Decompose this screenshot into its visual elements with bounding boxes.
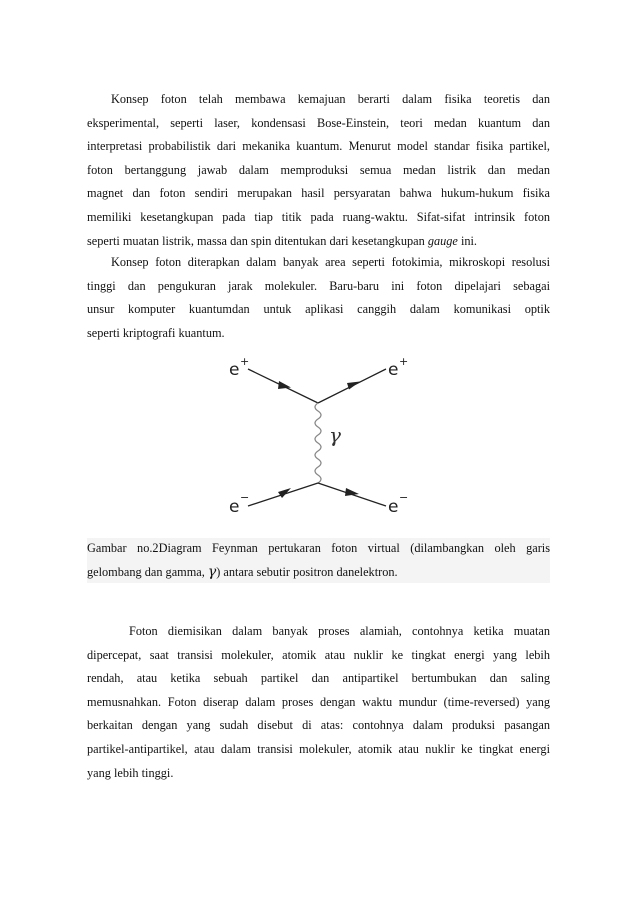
figure-caption [87, 537, 550, 584]
fermion-line-top-left [248, 369, 318, 403]
label-top-right-e: e [388, 360, 399, 380]
paragraph-3-line-7: yang lebih tinggi. [87, 765, 174, 780]
paragraph-1-line-1: Konsep foton telah membawa kemajuan berarti dalam fisika teoretis dan [111, 92, 550, 106]
fermion-line-bottom-left [248, 483, 318, 506]
caption-gamma-symbol: γ [207, 563, 217, 580]
label-bottom-left-e: e [229, 497, 240, 517]
paragraph-3-line-5: berkaitan dengan yang sudah disebut di atas: contohnya dalam produksi pasangan [87, 718, 550, 733]
paragraph-3-line-6: partikel-antipartikel, atau dalam transisi molekuler, atomik atau nuklir ke tingkat energi [87, 741, 550, 756]
paragraph-2-line-4: seperti kriptografi kuantum. [87, 325, 225, 340]
caption-line-2 [87, 561, 550, 585]
label-bottom-right-e: e [388, 497, 399, 517]
paragraph-2-line-2: tinggi dan pengukuran jarak molekuler. Baru-baru ini foton dipelajari sebagai [87, 278, 550, 293]
paragraph-1-line-3: interpretasi probabilistik dari mekanika kuantum. Menurut model standar fisika partikel, [87, 139, 550, 154]
paragraph-2-line-3: unsur komputer kuantumdan untuk aplikasi canggih dalam komunikasi optik [87, 302, 550, 317]
arrow-icon [347, 382, 360, 390]
paragraph-3-line-3: rendah, atau ketika sebuah partikel dan antipartikel bertumbukan dan saling [87, 671, 550, 686]
arrow-icon [278, 381, 291, 389]
paragraph-1-line-6: memiliki kesetangkupan pada tiap titik pada ruang-waktu. Sifat-sifat intrinsik foton [87, 209, 550, 224]
paragraph-3-line-1: Foton diemisikan dalam banyak proses alamiah, contohnya ketika muatan [129, 624, 550, 638]
paragraph-3 [87, 620, 550, 785]
label-bottom-right-sup: − [399, 491, 409, 504]
paragraph-2-line-1: Konsep foton diterapkan dalam banyak area seperti fotokimia, mikroskopi resolusi [111, 255, 550, 269]
fermion-line-top-right [318, 369, 386, 403]
label-top-left-e: e [229, 360, 240, 380]
arrow-icon [345, 488, 359, 496]
photon-wavy-line [315, 403, 321, 483]
label-gamma: γ [329, 423, 341, 447]
caption-line-2-suffix: ) antara sebutir positron danelektron. [216, 564, 398, 579]
paragraph-1-line-7-suffix: ini. [457, 233, 478, 248]
paragraph-3-line-2: dipercepat, saat transisi molekuler, atomik atau nuklir ke tingkat energi yang lebih [87, 647, 550, 662]
paragraph-1-line-4: foton bertanggung jawab dalam memproduksi semua medan listrik dan medan [87, 162, 550, 177]
label-top-left-sup: + [240, 355, 250, 368]
paragraph-1-line-7-prefix: seperti muatan listrik, massa dan spin ditentukan dari kesetangkupan [87, 233, 428, 248]
paragraph-3-line-4: memusnahkan. Foton diserap dalam proses dengan waktu mundur (time-reversed) yang [87, 694, 550, 709]
paragraph-1-line-5: magnet dan foton sendiri merupakan hasil persyaratan bahwa hukum-hukum fisika [87, 186, 550, 201]
caption-line-1: Gambar no.2Diagram Feynman pertukaran foton virtual (dilambangkan oleh garis [87, 541, 550, 555]
label-top-right-sup: + [399, 355, 409, 368]
paragraph-1-line-2: eksperimental, seperti laser, kondensasi Bose-Einstein, teori medan kuantum dan [87, 115, 550, 130]
label-bottom-left-sup: − [240, 491, 250, 504]
caption-line-2-prefix: gelombang dan gamma, [87, 564, 208, 579]
gauge-term: gauge [427, 233, 458, 248]
fermion-line-bottom-right [318, 483, 386, 506]
